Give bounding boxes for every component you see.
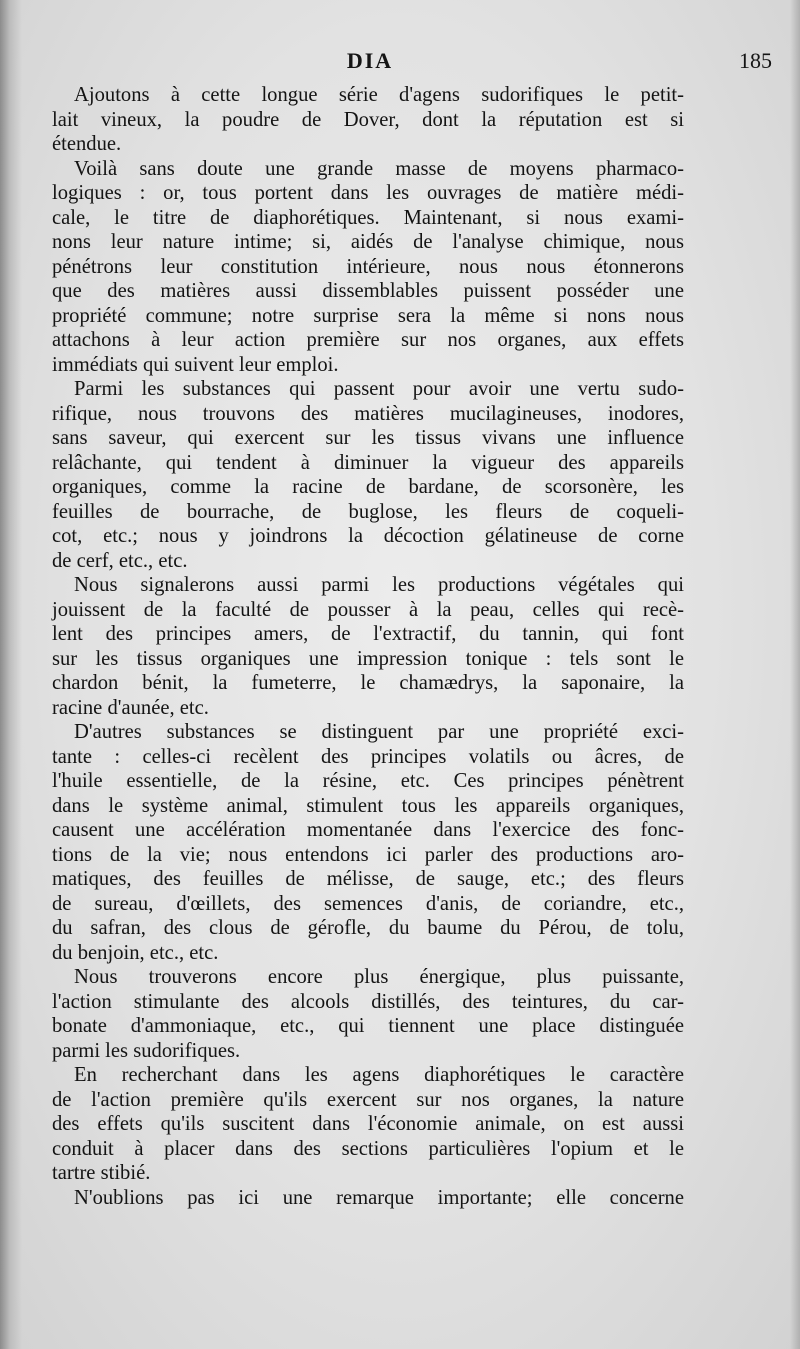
text-line: nons leur nature intime; si, aidés de l'analyse chimique, nous <box>52 231 684 253</box>
page-number: 185 <box>739 48 772 73</box>
text-line: organiques, comme la racine de bardane, de scorsonère, les <box>52 476 684 498</box>
text-line: sur les tissus organiques une impression tonique : tels sont le <box>52 647 684 670</box>
text-line: parmi les sudorifiques. <box>52 1039 241 1062</box>
text-line: bonate d'ammoniaque, etc., qui tiennent une place distinguée <box>52 1015 684 1037</box>
text-line: de cerf, etc., etc. <box>52 549 188 572</box>
paragraph <box>52 965 684 1063</box>
text-line: propriété commune; notre surprise sera la même si nons nous <box>52 304 684 327</box>
paragraph <box>52 1186 684 1211</box>
text-line: du benjoin, etc., etc. <box>52 941 219 964</box>
paragraph <box>52 157 684 378</box>
text-line: logiques : or, tous portent dans les ouvrages de matière médi- <box>52 182 684 204</box>
text-line: de sureau, d'œillets, des semences d'anis, de coriandre, etc., <box>52 892 684 915</box>
text-line: cot, etc.; nous y joindrons la décoction gélatineuse de corne <box>52 525 684 547</box>
text-line: jouissent de la faculté de pousser à la peau, celles qui recè- <box>52 598 684 621</box>
text-line: l'huile essentielle, de la résine, etc. Ces principes pénètrent <box>52 770 684 792</box>
text-line: Parmi les substances qui passent pour avoir une vertu sudo- <box>74 378 684 400</box>
text-line: pénétrons leur constitution intérieure, nous nous étonnerons <box>52 255 684 278</box>
text-line: Nous trouverons encore plus énergique, plus puissante, <box>74 966 684 988</box>
paragraph <box>52 83 684 157</box>
body-text <box>52 83 684 1210</box>
text-line: tions de la vie; nous entendons ici parler des productions aro- <box>52 843 684 866</box>
text-line: lait vineux, la poudre de Dover, dont la réputation est si <box>52 108 684 131</box>
text-line: relâchante, qui tendent à diminuer la vigueur des appareils <box>52 451 684 474</box>
text-line: causent une accélération momentanée dans l'exercice des fonc- <box>52 819 684 841</box>
text-line: immédiats qui suivent leur emploi. <box>52 353 339 376</box>
running-head: DIA <box>346 48 394 73</box>
text-line: conduit à placer dans des sections particulières l'opium et le <box>52 1137 684 1160</box>
text-line: chardon bénit, la fumeterre, le chamædrys, la saponaire, la <box>52 672 684 694</box>
text-line: des effets qu'ils suscitent dans l'économie animale, on est aussi <box>52 1113 684 1135</box>
page-header <box>52 48 772 78</box>
text-line: racine d'aunée, etc. <box>52 696 209 719</box>
text-line: dans le système animal, stimulent tous les appareils organiques, <box>52 794 684 817</box>
text-line: attachons à leur action première sur nos organes, aux effets <box>52 329 684 351</box>
text-line: Voilà sans doute une grande masse de moyens pharmaco- <box>74 157 684 180</box>
paragraph <box>52 1063 684 1186</box>
text-line: Ajoutons à cette longue série d'agens sudorifiques le petit- <box>74 84 684 106</box>
text-line: D'autres substances se distinguent par une propriété exci- <box>74 721 684 743</box>
paragraph <box>52 377 684 573</box>
text-line: tartre stibié. <box>52 1162 151 1184</box>
text-line: cale, le titre de diaphorétiques. Maintenant, si nous exami- <box>52 206 684 229</box>
paragraph <box>52 720 684 965</box>
text-line: feuilles de bourrache, de buglose, les fleurs de coqueli- <box>52 500 684 523</box>
paragraph <box>52 573 684 720</box>
text-line: matiques, des feuilles de mélisse, de sauge, etc.; des fleurs <box>52 868 684 890</box>
text-line: étendue. <box>52 133 122 155</box>
text-line: de l'action première qu'ils exercent sur nos organes, la nature <box>52 1088 684 1111</box>
text-line: sans saveur, qui exercent sur les tissus vivans une influence <box>52 427 684 449</box>
text-line: que des matières aussi dissemblables puissent posséder une <box>52 280 684 302</box>
text-line: du safran, des clous de gérofle, du baume du Pérou, de tolu, <box>52 917 684 939</box>
text-line: l'action stimulante des alcools distillés, des teintures, du car- <box>52 990 684 1013</box>
text-line: Nous signalerons aussi parmi les productions végétales qui <box>74 574 684 596</box>
text-line: rifique, nous trouvons des matières mucilagineuses, inodores, <box>52 402 684 425</box>
text-line: N'oublions pas ici une remarque importante; elle concerne <box>74 1186 684 1209</box>
text-line: tante : celles-ci recèlent des principes volatils ou âcres, de <box>52 745 684 768</box>
text-line: lent des principes amers, de l'extractif, du tannin, qui font <box>52 623 684 645</box>
text-line: En recherchant dans les agens diaphorétiques le caractère <box>74 1064 684 1086</box>
